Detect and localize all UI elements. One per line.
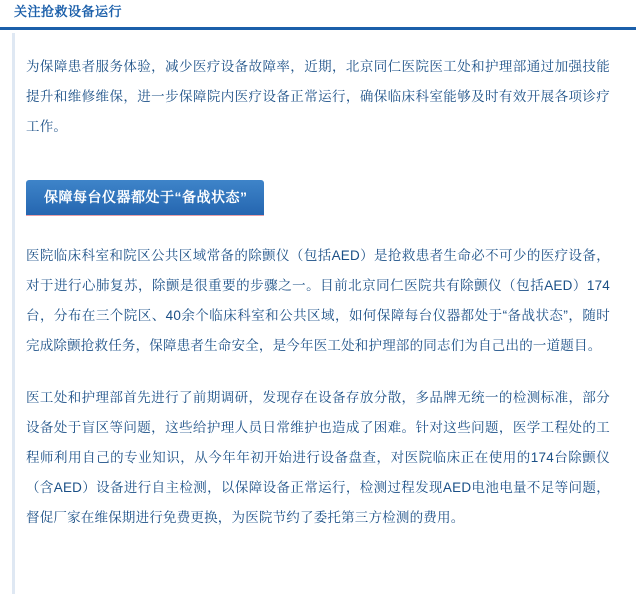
article-body [0, 30, 636, 549]
section-heading-label: 保障每台仪器都处于“备战状态” [26, 180, 264, 215]
article-header [0, 0, 636, 30]
paragraph-defibrillator-overview: 医院临床科室和院区公共区域常备的除颤仪（包括AED）是抢救患者生命必不可少的医疗设备，对于进行心肺复苏，除颤是很重要的步骤之一。目前北京同仁医院共有除颤仪（包括AED）174台，分布在三个院区、40余个临床科室和公共区域，如何保障每台仪器都处于“备战状态”，随时完成除颤抢救任务，保障患者生命安全，是今年医工处和护理部的同志们为自己出的一道题目。 [26, 248, 610, 353]
section-heading-block [26, 180, 610, 215]
paragraph-intro: 为保障患者服务体验，减少医疗设备故障率，近期，北京同仁医院医工处和护理部通过加强技能提升和维修维保，进一步保障院内医疗设备正常运行，确保临床科室能够及时有效开展各项诊疗工作。 [26, 59, 610, 134]
page-title: 关注抢救设备运行 [14, 4, 123, 19]
paragraph-survey-and-inspection: 医工处和护理部首先进行了前期调研，发现存在设备存放分散，多品牌无统一的检测标准，部分设备处于盲区等问题，这些给护理人员日常维护也造成了困难。针对这些问题，医学工程处的工程师利用自己的专业知识，从今年年初开始进行设备盘查，对医院临床正在使用的174台除颤仪（含AED）设备进行自主检测，以保障设备正常运行，检测过程发现AED电池电量不足等问题，督促厂家在维保期进行免费更换，为医院节约了委托第三方检测的费用。 [26, 390, 610, 525]
bottom-spacer [26, 533, 610, 549]
